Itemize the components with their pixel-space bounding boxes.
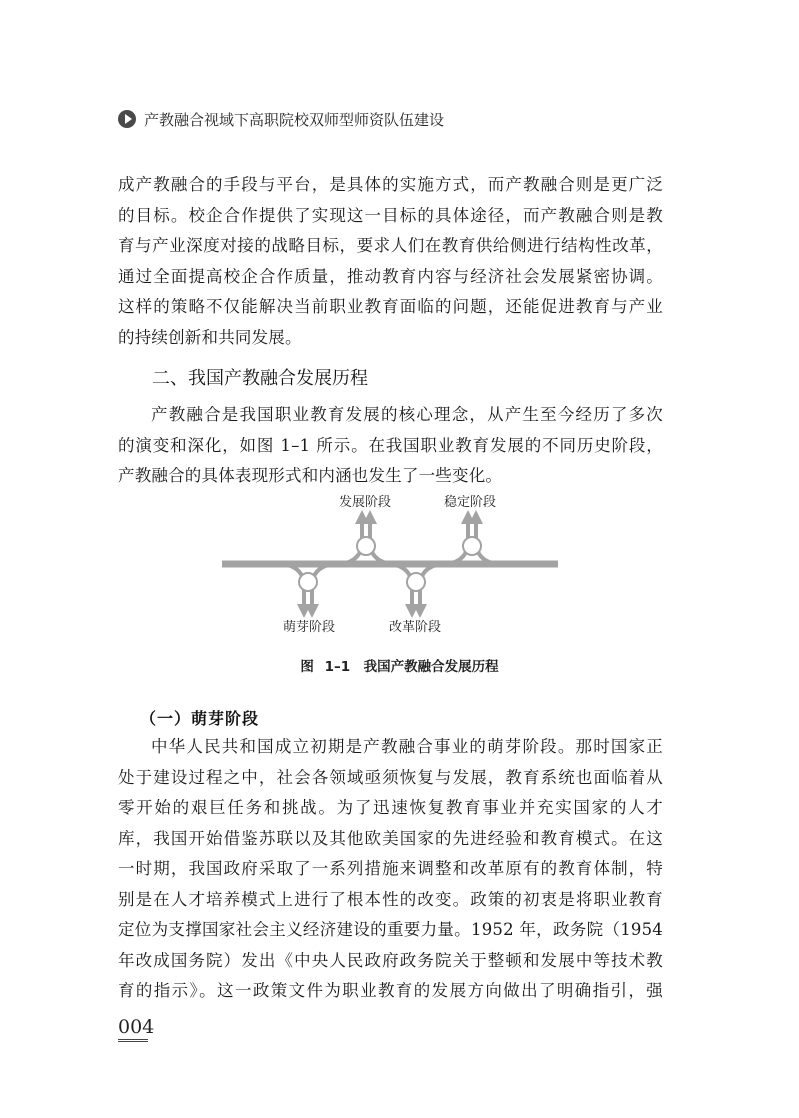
text-line: 别是在人才培养模式上进行了根本性的改变。政策的初衷是将职业教育	[118, 889, 663, 909]
stage-node-2	[342, 510, 390, 564]
text-line: 处于建设过程之中，社会各领域亟须恢复与发展，教育系统也面临着从	[118, 767, 663, 787]
text-line: 的目标。校企合作提供了实现这一目标的具体途径，而产教融合则是教	[118, 205, 663, 225]
stage-label-stable: 稳定阶段	[444, 495, 497, 510]
paragraph-1	[118, 170, 663, 353]
text-line: 育的指示》。这一政策文件为职业教育的发展方向做出了明确指引，强	[118, 981, 663, 1000]
subsection-title: （一）萌芽阶段	[140, 709, 260, 728]
play-circle-icon	[118, 110, 136, 128]
text-line: 这样的策略不仅能解决当前职业教育面临的问题，还能促进教育与产业	[118, 297, 663, 316]
stage-node-1	[284, 564, 332, 618]
figure-caption: 图 1–1 我国产教融合发展历程	[300, 659, 499, 675]
text-line: 的演变和深化，如图 1–1 所示。在我国职业教育发展的不同历史阶段，	[118, 435, 663, 455]
text-line: 一时期，我国政府采取了一系列措施来调整和改革原有的教育体制，特	[118, 859, 663, 878]
paragraph-3	[118, 732, 663, 1007]
text-line: 成产教融合的手段与平台，是具体的实施方式，而产教融合则是更广泛	[118, 175, 663, 194]
text-line: 库，我国开始借鉴苏联以及其他欧美国家的先进经验和教育模式。在这	[118, 828, 663, 848]
text-line: 育与产业深度对接的战略目标，要求人们在教育供给侧进行结构性改革，	[118, 236, 663, 255]
paragraph-2	[118, 400, 663, 492]
stage-label-sprout: 萌芽阶段	[283, 620, 336, 635]
running-header	[118, 108, 444, 130]
text-line: 的持续创新和共同发展。	[118, 327, 302, 347]
page-number: 004	[118, 1016, 148, 1042]
text-line: 零开始的艰巨任务和挑战。为了迅速恢复教育事业并充实国家的人才	[118, 798, 663, 817]
stage-node-3	[392, 564, 440, 618]
text-line: 通过全面提高校企合作质量，推动教育内容与经济社会发展紧密协调。	[118, 266, 663, 286]
section-title: 二、我国产教融合发展历程	[152, 368, 368, 389]
text-line: 产教融合是我国职业教育发展的核心理念，从产生至今经历了多次	[151, 405, 663, 424]
text-line: 中华人民共和国成立初期是产教融合事业的萌芽阶段。那时国家正	[151, 737, 663, 756]
stage-node-4	[448, 510, 496, 564]
book-title: 产教融合视域下高职院校双师型师资队伍建设	[144, 110, 445, 129]
text-line: 定位为支撑国家社会主义经济建设的重要力量。1952 年，政务院（1954	[118, 920, 663, 939]
text-line: 产教融合的具体表现形式和内涵也发生了一些变化。	[118, 466, 503, 485]
stage-label-reform: 改革阶段	[389, 620, 442, 635]
text-line: 年改成国务院）发出《中央人民政府政务院关于整顿和发展中等技术教	[118, 950, 663, 970]
stage-label-development: 发展阶段	[339, 495, 392, 510]
